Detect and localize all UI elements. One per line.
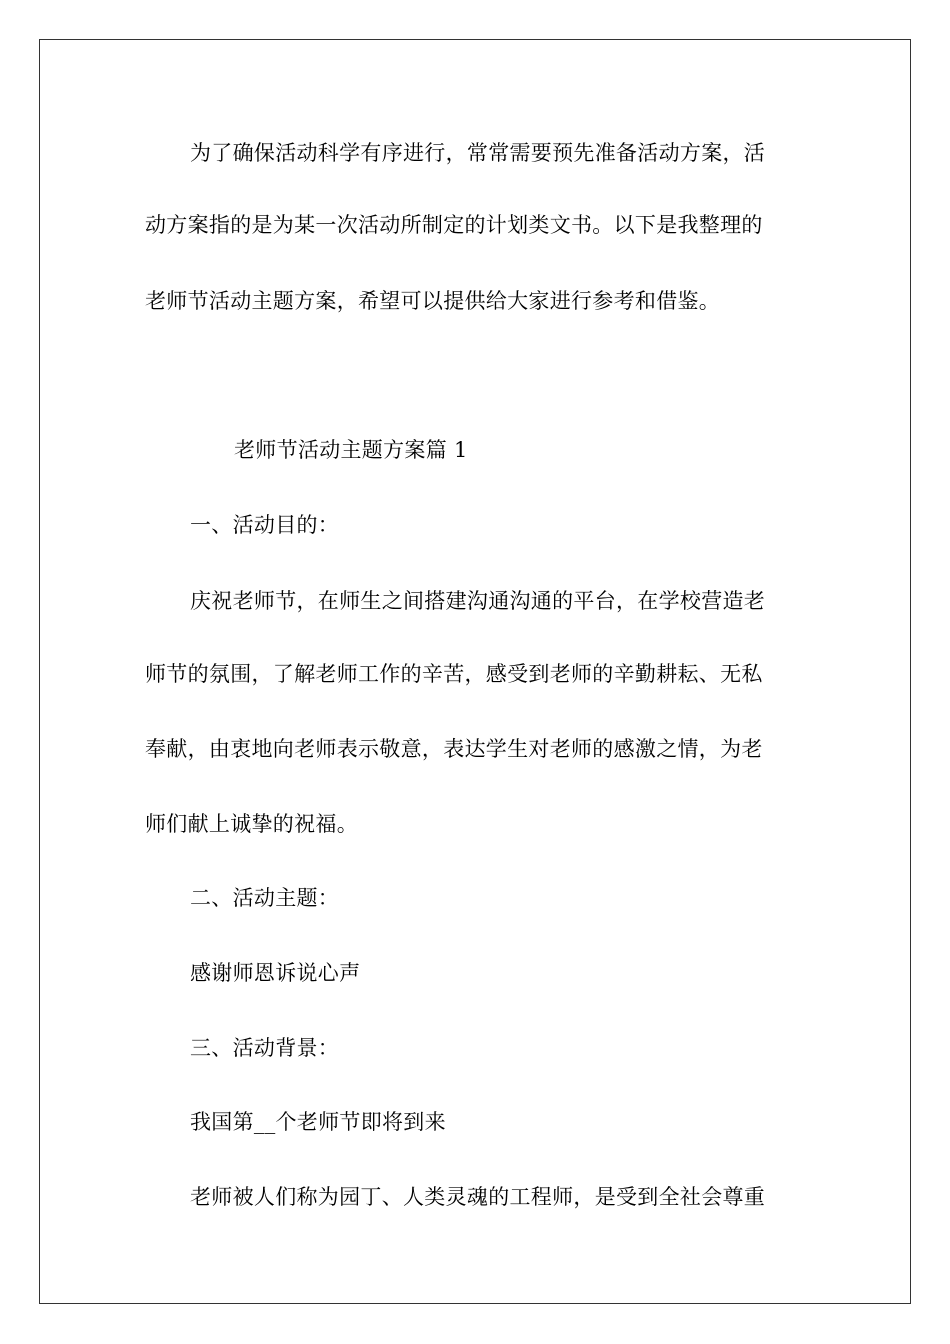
background-line-2: 老师被人们称为园丁、人类灵魂的工程师，是受到全社会尊重 (190, 1185, 766, 1209)
background-heading: 三、活动背景： (190, 1036, 340, 1060)
intro-line-3: 老师节活动主题方案，希望可以提供给大家进行参考和借鉴。 (145, 289, 721, 313)
purpose-line-2: 师节的氛围，了解老师工作的辛苦，感受到老师的辛勤耕耘、无私 (145, 662, 763, 686)
intro-line-2: 动方案指的是为某一次活动所制定的计划类文书。以下是我整理的 (145, 213, 763, 237)
purpose-line-1: 庆祝老师节，在师生之间搭建沟通沟通的平台，在学校营造老 (190, 589, 766, 613)
intro-line-1: 为了确保活动科学有序进行，常常需要预先准备活动方案，活 (190, 141, 766, 165)
theme-heading: 二、活动主题： (190, 886, 340, 910)
theme-text: 感谢师恩诉说心声 (190, 961, 361, 985)
background-line-1: 我国第__个老师节即将到来 (190, 1110, 446, 1134)
purpose-heading: 一、活动目的： (190, 513, 340, 537)
purpose-line-4: 师们献上诚挚的祝福。 (145, 812, 358, 836)
section-title: 老师节活动主题方案篇 1 (234, 438, 468, 462)
purpose-line-3: 奉献，由衷地向老师表示敬意，表达学生对老师的感激之情，为老 (145, 737, 763, 761)
